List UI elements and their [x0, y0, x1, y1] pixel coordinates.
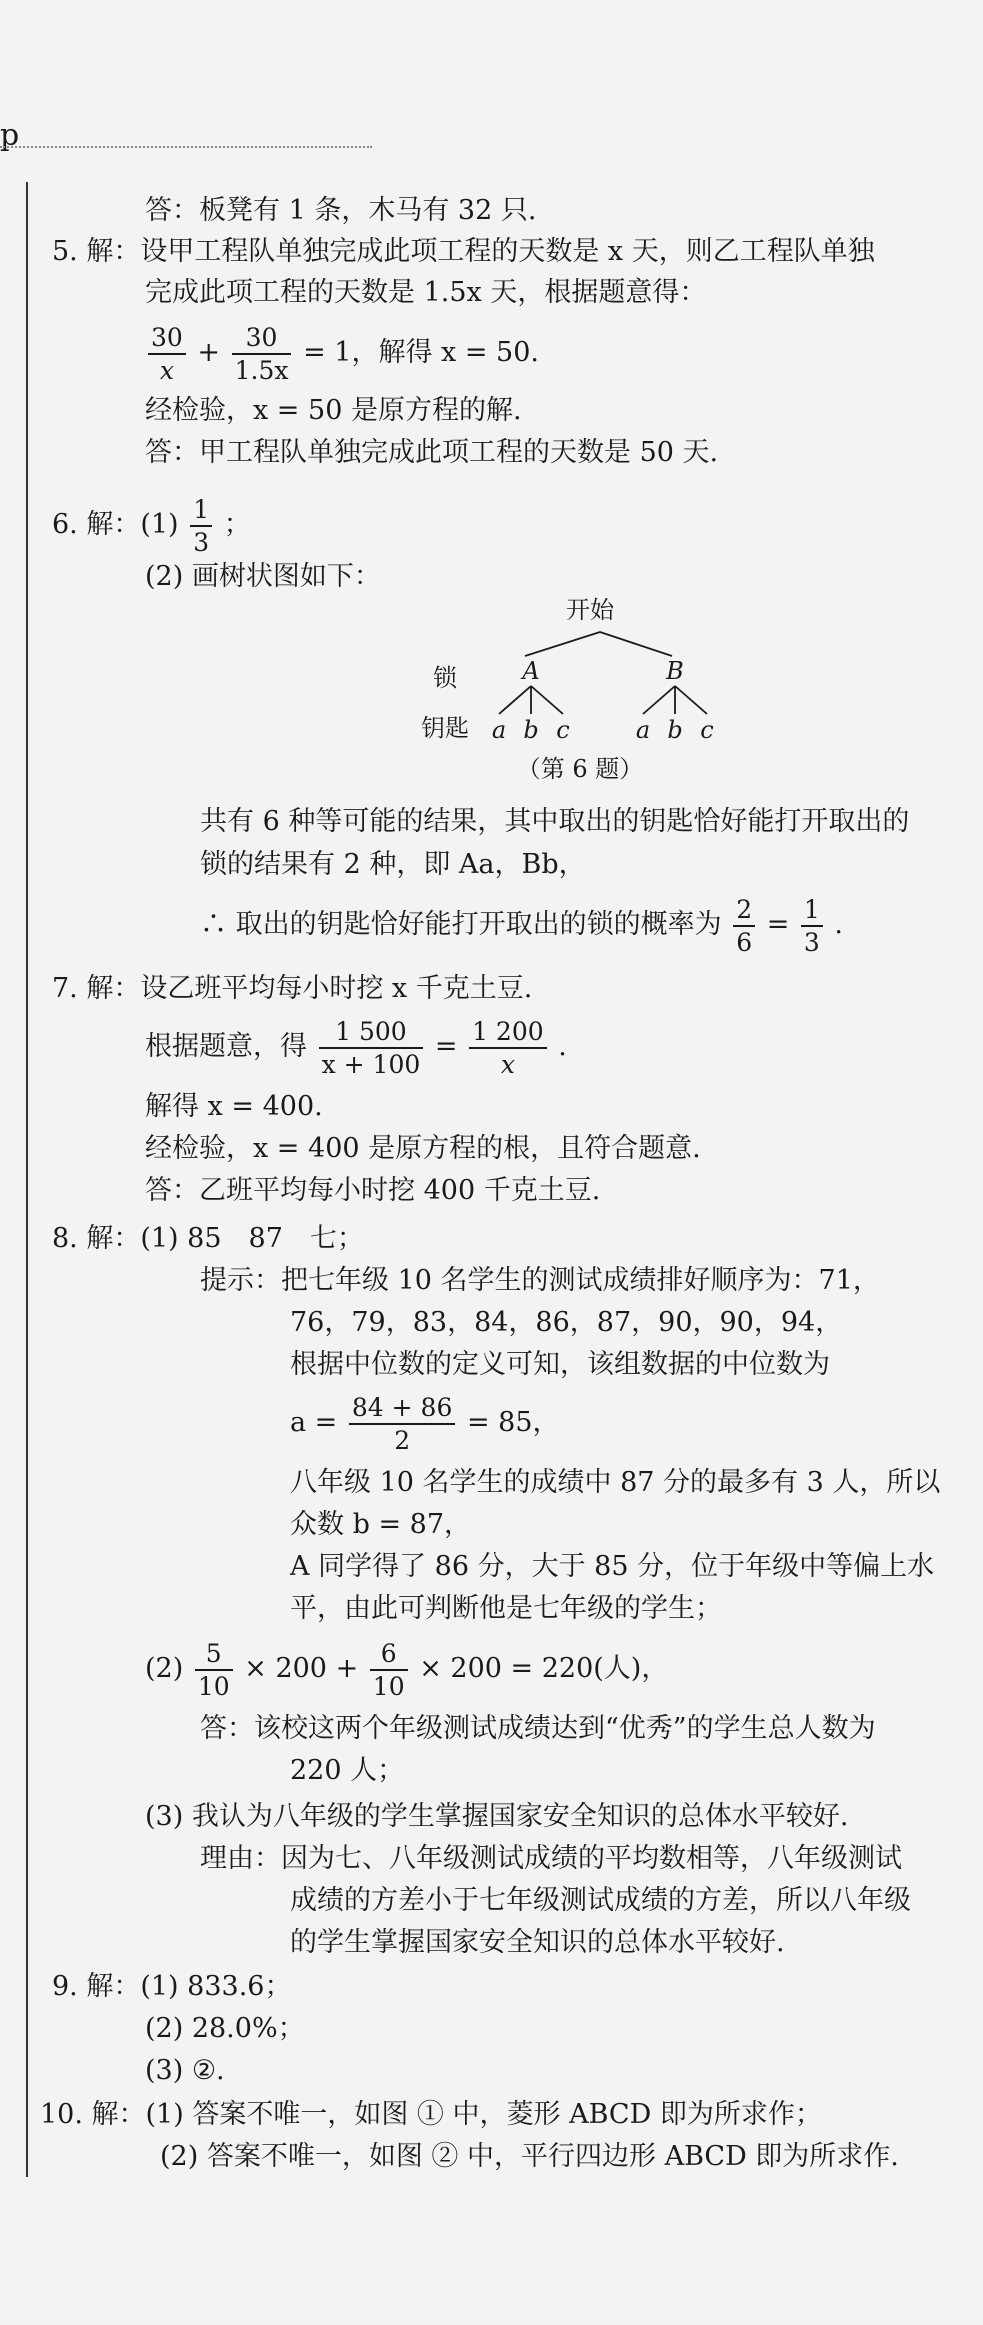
tree-key-c2: c — [700, 716, 714, 744]
q5-answer: 答：甲工程队单独完成此项工程的天数是 50 天. — [145, 437, 719, 468]
tree-key-b2: b — [667, 716, 683, 744]
q4-answer: 答：板凳有 1 条，木马有 32 只. — [145, 195, 537, 226]
q8-reason-1: 理由：因为七、八年级测试成绩的平均数相等，八年级测试 — [200, 1843, 902, 1874]
q5-check: 经检验，x = 50 是原方程的解. — [145, 395, 522, 426]
q8-fraction-1: $\frac{5}{10}$ — [195, 1641, 233, 1699]
tree-key-b1: b — [523, 716, 539, 744]
q5-equation: $\frac{30}{x}$ + $\frac{30}{1.5x}$ = 1，解得 x = 50. — [145, 318, 539, 388]
q8-part-2: (2) $\frac{5}{10}$ × 200 + $\frac{6}{10}$ × 200 = 220(人)， — [145, 1638, 669, 1701]
q7-line-1: 7. 解：设乙班平均每小时挖 x 千克土豆. — [52, 973, 533, 1004]
q8-hint-3: 根据中位数的定义可知，该组数据的中位数为 — [290, 1349, 830, 1380]
q9-part-2: (2) 28.0%； — [145, 2013, 305, 2044]
tree-key-c1: c — [556, 716, 570, 744]
q5-fraction-1: $\frac{30}{x}$ — [148, 325, 186, 383]
tree-row1-label: 锁 — [433, 664, 457, 692]
q10-part-1: 10. 解：(1) 答案不唯一，如图 ① 中，菱形 ABCD 即为所求作； — [40, 2099, 822, 2130]
q8-fraction-2: $\frac{6}{10}$ — [370, 1641, 408, 1699]
tree-key-a1: a — [491, 716, 507, 744]
q8-answer-1: 答：该校这两个年级测试成绩达到“优秀”的学生总人数为 — [200, 1713, 876, 1744]
q8-part-3: (3) 我认为八年级的学生掌握国家安全知识的总体水平较好. — [145, 1801, 849, 1832]
q7-fraction-1: $\frac{1 500}{x + 100}$ — [319, 1019, 424, 1077]
header-glyph: p — [0, 118, 20, 153]
q8-reason-3: 的学生掌握国家安全知识的总体水平较好. — [290, 1927, 785, 1958]
tree-lock-b: B — [666, 657, 684, 685]
q9-part-3: (3) ②. — [145, 2055, 225, 2086]
q6-conclusion: ∴ 取出的钥匙恰好能打开取出的锁的概率为 $\frac{2}{6}$ = $\frac{1}{3}$ . — [200, 894, 843, 957]
q9-part-1: 9. 解：(1) 833.6； — [52, 1971, 292, 2002]
tree-key-a2: a — [635, 716, 651, 744]
q10-part-2: (2) 答案不唯一，如图 ② 中，平行四边形 ABCD 即为所求作. — [160, 2141, 899, 2172]
q5-fraction-2: $\frac{30}{1.5x}$ — [232, 325, 292, 383]
q8-reason-2: 成绩的方差小于七年级测试成绩的方差，所以八年级 — [290, 1885, 911, 1916]
q7-solve: 解得 x = 400. — [145, 1091, 323, 1122]
q8-median-formula: a = $\frac{84 + 86}{2}$ = 85， — [290, 1392, 560, 1455]
tree-root: 开始 — [566, 596, 614, 624]
q7-fraction-2: $\frac{1 200}{x}$ — [469, 1019, 547, 1077]
q8-hint-5: 众数 b = 87， — [290, 1509, 472, 1540]
q6-fraction-1: $\frac{1}{3}$ — [190, 497, 212, 555]
header-rule — [0, 146, 372, 148]
q8-part-1: 8. 解：(1) 85 87 七； — [52, 1223, 364, 1254]
q6-fraction-3: $\frac{1}{3}$ — [801, 897, 823, 955]
q8-hint-7: 平，由此可判断他是七年级的学生； — [290, 1593, 722, 1624]
margin-rule — [26, 182, 28, 2177]
q8-median-fraction: $\frac{84 + 86}{2}$ — [349, 1395, 455, 1453]
q7-equation: 根据题意，得 $\frac{1 500}{x + 100}$ = $\frac{1 200}{x}$ . — [145, 1016, 567, 1079]
q5-line-2: 完成此项工程的天数是 1.5x 天，根据题意得： — [145, 277, 707, 308]
tree-caption: （第 6 题） — [516, 755, 644, 783]
q8-hint-4: 八年级 10 名学生的成绩中 87 分的最多有 3 人，所以 — [290, 1467, 941, 1498]
q8-answer-2: 220 人； — [290, 1755, 405, 1786]
q6-result-2: 锁的结果有 2 种，即 Aa，Bb， — [200, 849, 586, 880]
q8-hint-1: 提示：把七年级 10 名学生的测试成绩排好顺序为：71， — [200, 1265, 880, 1296]
q7-answer: 答：乙班平均每小时挖 400 千克土豆. — [145, 1175, 601, 1206]
q7-check: 经检验，x = 400 是原方程的根，且符合题意. — [145, 1133, 701, 1164]
q8-hint-2: 76，79，83，84，86，87，90，90，94， — [290, 1307, 843, 1338]
tree-diagram — [400, 590, 800, 790]
q5-line-1: 5. 解：设甲工程队单独完成此项工程的天数是 x 天，则乙工程队单独 — [52, 236, 875, 267]
q6-fraction-2: $\frac{2}{6}$ — [733, 897, 755, 955]
q6-result-1: 共有 6 种等可能的结果，其中取出的钥匙恰好能打开取出的 — [200, 806, 910, 837]
q6-part-1: 6. 解：(1) $\frac{1}{3}$ ； — [52, 494, 251, 557]
tree-lock-a: A — [522, 657, 540, 685]
q8-hint-6: A 同学得了 86 分，大于 85 分，位于年级中等偏上水 — [290, 1551, 935, 1582]
tree-row2-label: 钥匙 — [421, 714, 469, 742]
q6-part-2: (2) 画树状图如下： — [145, 561, 381, 592]
